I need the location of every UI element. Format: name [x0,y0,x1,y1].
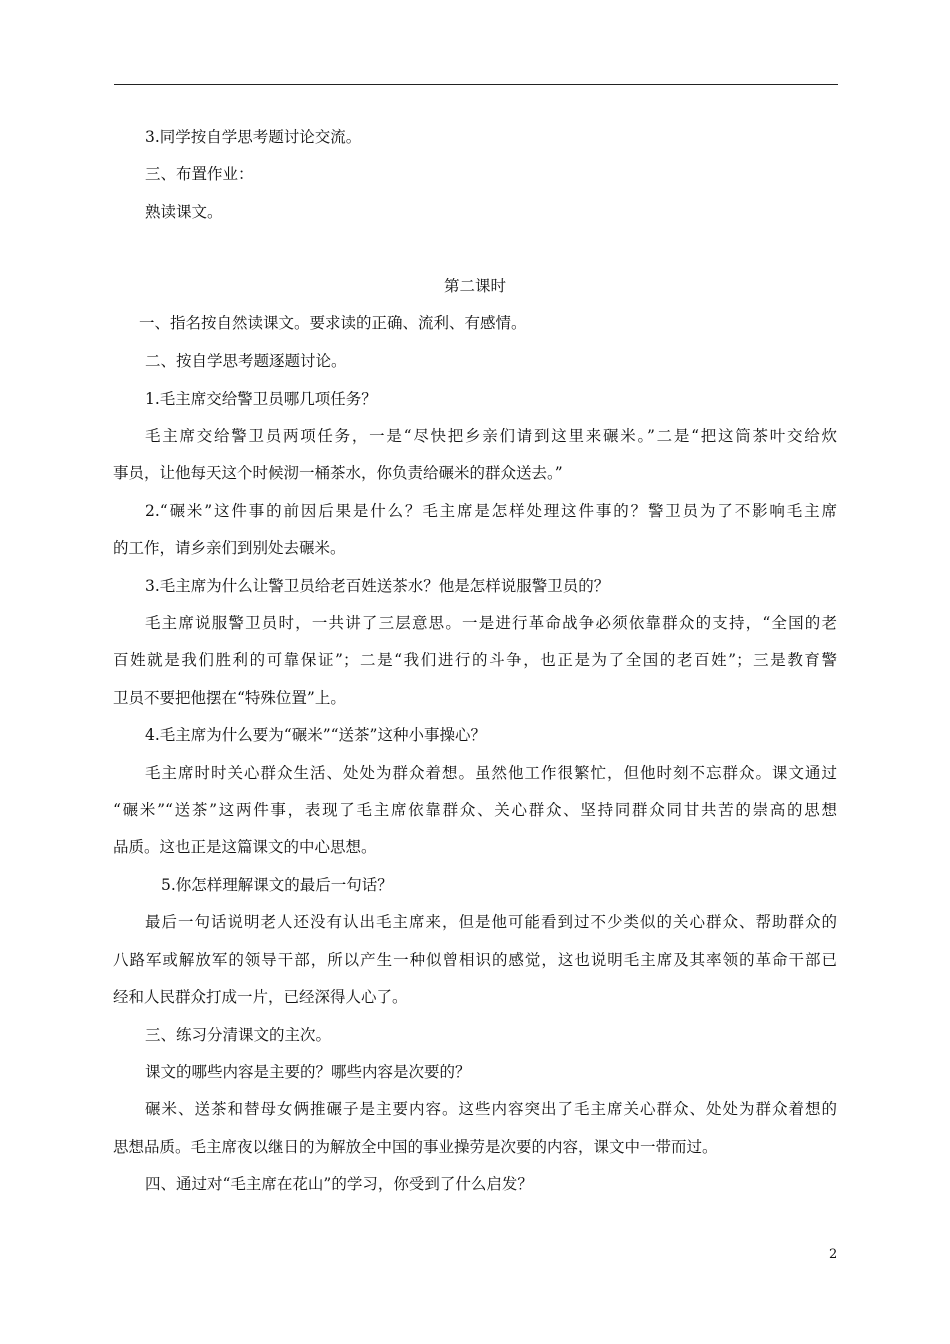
question-line: 3.毛主席为什么让警卫员给老百姓送茶水？他是怎样说服警卫员的？ [145,577,610,595]
header-rule [114,84,838,85]
paragraph-line: 课文的哪些内容是主要的？哪些内容是次要的？ [145,1063,471,1081]
section-heading: 三、练习分清课文的主次。 [145,1026,332,1044]
page-number: 2 [829,1247,838,1262]
section-heading: 四、通过对“毛主席在花山”的学习，你受到了什么启发？ [145,1175,533,1193]
question-line: 4.毛主席为什么要为“碾米”“送茶”这种小事操心？ [145,726,486,744]
paragraph-line: 百姓就是我们胜利的可靠保证”；二是“我们进行的斗争，也正是为了全国的老百姓”；三是教育警 [113,651,837,669]
paragraph-line: 品质。这也正是这篇课文的中心思想。 [113,838,377,856]
section-heading: 三、布置作业： [145,165,254,183]
paragraph-line: 的工作，请乡亲们到别处去碾米。 [113,539,346,557]
question-line: 5.你怎样理解课文的最后一句话？ [161,876,393,894]
paragraph-line: 事员，让他每天这个时候沏一桶茶水，你负责给碾米的群众送去。” [113,464,563,482]
paragraph-line: 八路军或解放军的领导干部，所以产生一种似曾相识的感觉，这也说明毛主席及其率领的革命干部已 [113,951,837,969]
paragraph-line: 碾米、送茶和替母女俩推碾子是主要内容。这些内容突出了毛主席关心群众、处处为群众着想的 [145,1100,837,1118]
paragraph-line: “碾米”“送茶”这两件事，表现了毛主席依靠群众、关心群众、坚持同群众同甘共苦的崇高的思想 [113,801,837,819]
paragraph-line: 卫员不要把他摆在“特殊位置”上。 [113,689,346,707]
lesson-title: 第二课时 [443,277,506,295]
question-line: 2.“碾米”这件事的前因后果是什么？毛主席是怎样处理这件事的？警卫员为了不影响毛主席 [145,502,837,520]
section-heading: 一、指名按自然读课文。要求读的正确、流利、有感情。 [139,314,527,332]
paragraph-line: 毛主席说服警卫员时，一共讲了三层意思。一是进行革命战争必须依靠群众的支持，“全国的老 [145,614,837,632]
paragraph-line: 最后一句话说明老人还没有认出毛主席来，但是他可能看到过不少类似的关心群众、帮助群众的 [145,913,837,931]
paragraph-line: 毛主席交给警卫员两项任务，一是“尽快把乡亲们请到这里来碾米。”二是“把这筒茶叶交给炊 [145,427,837,445]
paragraph-line: 毛主席时时关心群众生活、处处为群众着想。虽然他工作很繁忙，但他时刻不忘群众。课文通过 [145,764,837,782]
paragraph-line: 3.同学按自学思考题讨论交流。 [145,128,362,146]
paragraph-line: 思想品质。毛主席夜以继日的为解放全中国的事业操劳是次要的内容，课文中一带而过。 [113,1138,718,1156]
paragraph-line: 熟读课文。 [145,203,223,221]
paragraph-line: 经和人民群众打成一片，已经深得人心了。 [113,988,408,1006]
question-line: 1.毛主席交给警卫员哪几项任务？ [145,390,377,408]
section-heading: 二、按自学思考题逐题讨论。 [145,352,347,370]
